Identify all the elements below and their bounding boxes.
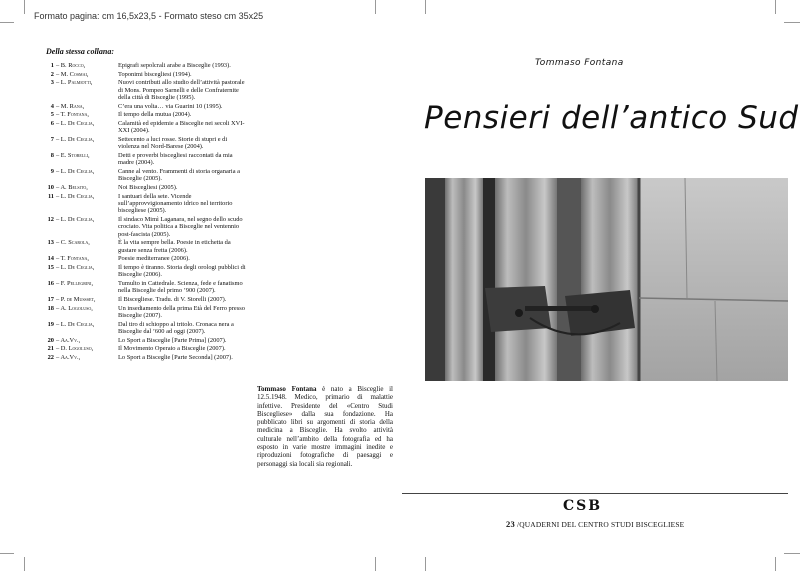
book-author: – L. De Ceglia, [56,120,95,128]
book-number: 4 [50,102,54,110]
book-item [46,280,248,295]
book-number: 8 [50,152,54,159]
book-author: – M. Rana, [56,102,85,110]
book-title: Il sindaco Mimì Laganara, nel segno dello scudo crociato. Vita politica a Bisceglie nel ventennio post-fascista (2005). [118,215,243,238]
book-author: – L. De Ceglia, [56,167,95,175]
book-item [46,354,248,361]
book-number: 15 [47,263,54,271]
book-number: 13 [47,239,54,247]
book-number: 19 [47,320,54,328]
book-title: Poesie mediterranee (2006). [118,255,190,263]
author-bio [257,385,393,468]
book-author: – L. De Ceglia, [56,192,95,200]
book-author: – F. Pellegrini, [56,279,94,287]
crop-mark [775,0,776,14]
book-item [46,239,248,254]
book-item [46,168,248,183]
book-title: Settecento a luci rosse. Storie di stupri e di violenza nel Nord-Barese (2004). [118,136,228,151]
book-title: Un insediamento della prima Età del Ferro presso Bisceglie (2007). [118,304,245,319]
book-author: – P. de Mussset, [56,295,96,303]
book-number: 21 [47,345,54,353]
crop-mark [784,553,800,554]
logo-text: CSB [563,498,603,514]
book-item [46,111,248,118]
book-number: 1 [50,62,54,69]
book-number: 11 [47,192,54,200]
book-title: Il tempo della mutua (2004). [118,111,192,119]
crop-mark [375,557,376,571]
book-author: – T. Fontana, [56,255,90,263]
book-number: 6 [50,120,54,128]
book-title: I santuari della sete. Vicende sull’approvvigionamento idrico nel territorio biscegliese (2005). [118,192,233,215]
book-number: 3 [50,79,54,87]
book-number: 14 [47,255,54,263]
crop-mark [0,22,14,23]
book-title: Nuovi contributi allo studio dell’attività pastorale di Mons. Pompeo Sarnelli e delle Confraternite della città di Bisceglie (1995). [118,79,245,101]
cover-photo [425,178,788,381]
series-label: /QUADERNI DEL CENTRO STUDI BISCEGLIESE [514,520,685,529]
book-item [46,62,248,69]
crop-mark [24,557,25,571]
series-footer [506,519,684,529]
book-author: – T. Fontana, [56,111,90,119]
book-number: 22 [47,353,54,361]
cover-author: Tommaso Fontana [535,58,624,68]
book-number: 10 [47,183,54,191]
book-title: Lo Sport a Bisceglie [Parte Seconda] (2007). [118,353,233,361]
book-title: C’era una volta… via Guarini 10 (1995). [118,102,223,110]
book-item [46,216,248,238]
book-number: 5 [50,111,54,119]
book-item [46,184,248,191]
footer-rule [402,493,788,494]
crop-mark [24,0,25,14]
book-title: Il tempo è tiranno. Storia degli orologi pubblici di Bisceglie (2006). [118,263,246,279]
book-title: Detti e proverbi biscegliesi raccontati da mia madre (2004). [118,152,233,167]
crop-mark [375,0,376,14]
series-title: Della stessa collana: [46,47,114,56]
book-item [46,152,248,167]
book-author: – C. Scarola, [56,239,90,247]
format-note: Formato pagina: cm 16,5x23,5 - Formato steso cm 35x25 [34,11,264,21]
book-item [46,321,248,336]
book-number: 17 [47,295,54,303]
crop-mark [0,553,14,554]
book-author: – L. Palmiotti, [56,79,93,87]
book-title: Tumulto in Cattedrale. Scienza, fede e fanatismo nella Bisceglie del primo ’900 (2007). [118,279,243,295]
book-author: – L. De Ceglia, [56,215,95,223]
book-title: È la vita sempre bella. Poesie in etichetta da gustare senza fretta (2006). [118,239,231,254]
book-title: Dal tiro di schioppo al tritolo. Cronaca nera a Bisceglie dal ’600 ad oggi (2007). [118,320,234,335]
book-item [46,103,248,110]
book-item [46,120,248,135]
crop-mark [425,0,426,14]
book-title: Il Movimento Operaio a Bisceglie (2007). [118,345,226,353]
book-author: – D. Logoluso, [56,345,94,353]
book-author: – B. Rocco, [56,62,86,69]
bio-text: è nato a Bisceglie il 12.5.1948. Medico, primario di malattie infettive. Presidente del «Centro Studi Biscegliese» dalla sua fondazione. Ha pubblicato libri su argomenti di storia della medicina a Bisceglie. Ha svolto attività culturale nell’ambito della fotografia ed ha esposto in varie mostre immagini inedite e riproduzioni fotografiche di paesaggi e personaggi sia locali sia regionali. [257,385,393,468]
book-item [46,136,248,151]
book-item [46,79,248,101]
book-title: Calamità ed epidemie a Bisceglie nei secoli XVI-XXI (2004). [118,120,245,135]
book-number: 2 [50,70,54,78]
book-item [46,296,248,303]
book-author: – L. De Ceglia, [56,320,95,328]
book-number: 20 [47,336,54,344]
book-number: 7 [50,136,54,144]
crop-mark [425,557,426,571]
book-author: – M. Cosmai, [56,70,89,78]
crop-mark [784,22,800,23]
book-title: Il Biscegliese. Tradu. di V. Storelli (2007). [118,295,227,303]
book-title: Toponimi biscegliesi (1994). [118,70,192,78]
crop-mark [775,557,776,571]
bio-name: Tommaso Fontana [257,385,317,393]
book-item [46,71,248,78]
book-author: – A. Logoluso, [56,304,93,312]
book-author: – L. De Ceglia, [56,136,95,144]
book-item [46,345,248,352]
book-item [46,193,248,215]
book-item [46,255,248,262]
book-title: Canne al vento. Frammenti di storia organaria a Bisceglie (2005). [118,167,240,183]
book-number: 12 [47,215,54,223]
book-item [46,337,248,344]
book-author: – Aa.Vv., [56,336,81,344]
book-item [46,305,248,320]
book-item [46,264,248,279]
book-author: – E. Storelli, [56,152,90,159]
csb-logo [563,498,602,514]
series-number: 23 [506,519,515,529]
book-title: Epigrafi sepolcrali arabe a Bisceglie (1993). [118,62,231,69]
book-title: Noi Biscegliesi (2005). [118,183,178,191]
book-number: 16 [47,279,54,287]
book-title: Lo Sport a Bisceglie [Parte Prima] (2007). [118,336,227,344]
book-number: 18 [47,304,54,312]
book-author: – A. Belsito, [56,183,88,191]
book-list [46,62,248,363]
book-author: – L. De Ceglia, [56,263,95,271]
book-number: 9 [50,167,54,175]
cover-title: Pensieri dell’antico Sud [424,100,799,136]
book-author: – Aa.Vv., [56,353,81,361]
